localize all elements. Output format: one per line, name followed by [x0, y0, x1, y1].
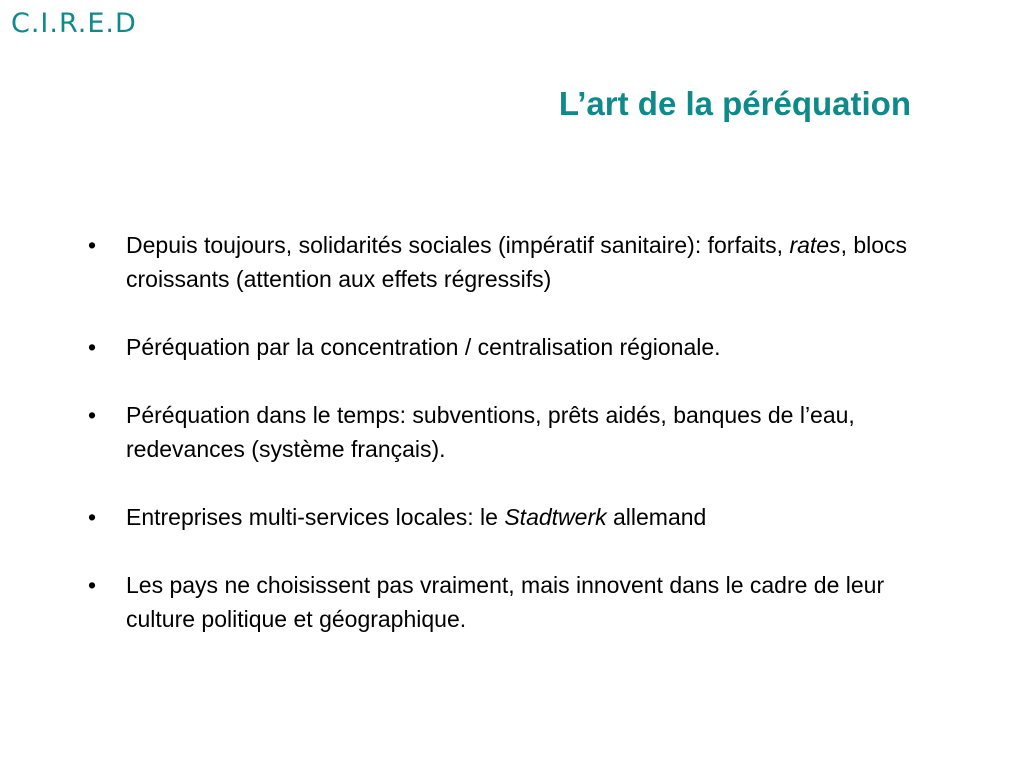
- bullet-text-emphasis: Stadtwerk: [504, 504, 607, 530]
- slide-title: L’art de la péréquation: [558, 85, 911, 122]
- bullet-text-part: Péréquation dans le temps: subventions, prêts aidés, banques de l’eau, redevances (système français).: [126, 402, 855, 462]
- bullet-item: [88, 228, 928, 296]
- bullet-text-part: Entreprises multi-services locales: le: [126, 504, 505, 530]
- bullet-item: [88, 500, 928, 534]
- bullet-text-part: Les pays ne choisissent pas vraiment, mais innovent dans le cadre de leur culture politique et géographique.: [126, 572, 885, 632]
- bullet-marker: •: [88, 504, 97, 530]
- bullet-item: [88, 568, 928, 636]
- bullet-text: [126, 402, 855, 462]
- bullet-text: [126, 572, 884, 632]
- bullet-text: [126, 232, 907, 292]
- bullet-text: [126, 334, 721, 360]
- bullet-text-emphasis: rates: [789, 232, 841, 258]
- bullet-marker: •: [88, 402, 97, 428]
- bullet-text-part: , blocs croissants (attention aux effets régressifs): [126, 232, 908, 292]
- bullet-item: [88, 398, 928, 466]
- bullet-marker: •: [88, 232, 97, 258]
- bullet-text-part: Péréquation par la concentration / centralisation régionale.: [126, 334, 721, 360]
- bullet-marker: •: [88, 572, 97, 598]
- bullet-item: [88, 330, 928, 364]
- bullet-text-part: Depuis toujours, solidarités sociales (impératif sanitaire): forfaits,: [126, 232, 790, 258]
- bullet-list: [88, 228, 928, 670]
- bullet-text: [126, 504, 706, 530]
- bullet-marker: •: [88, 334, 97, 360]
- org-label: C.I.R.E.D: [11, 8, 137, 39]
- bullet-text-part: allemand: [606, 504, 707, 530]
